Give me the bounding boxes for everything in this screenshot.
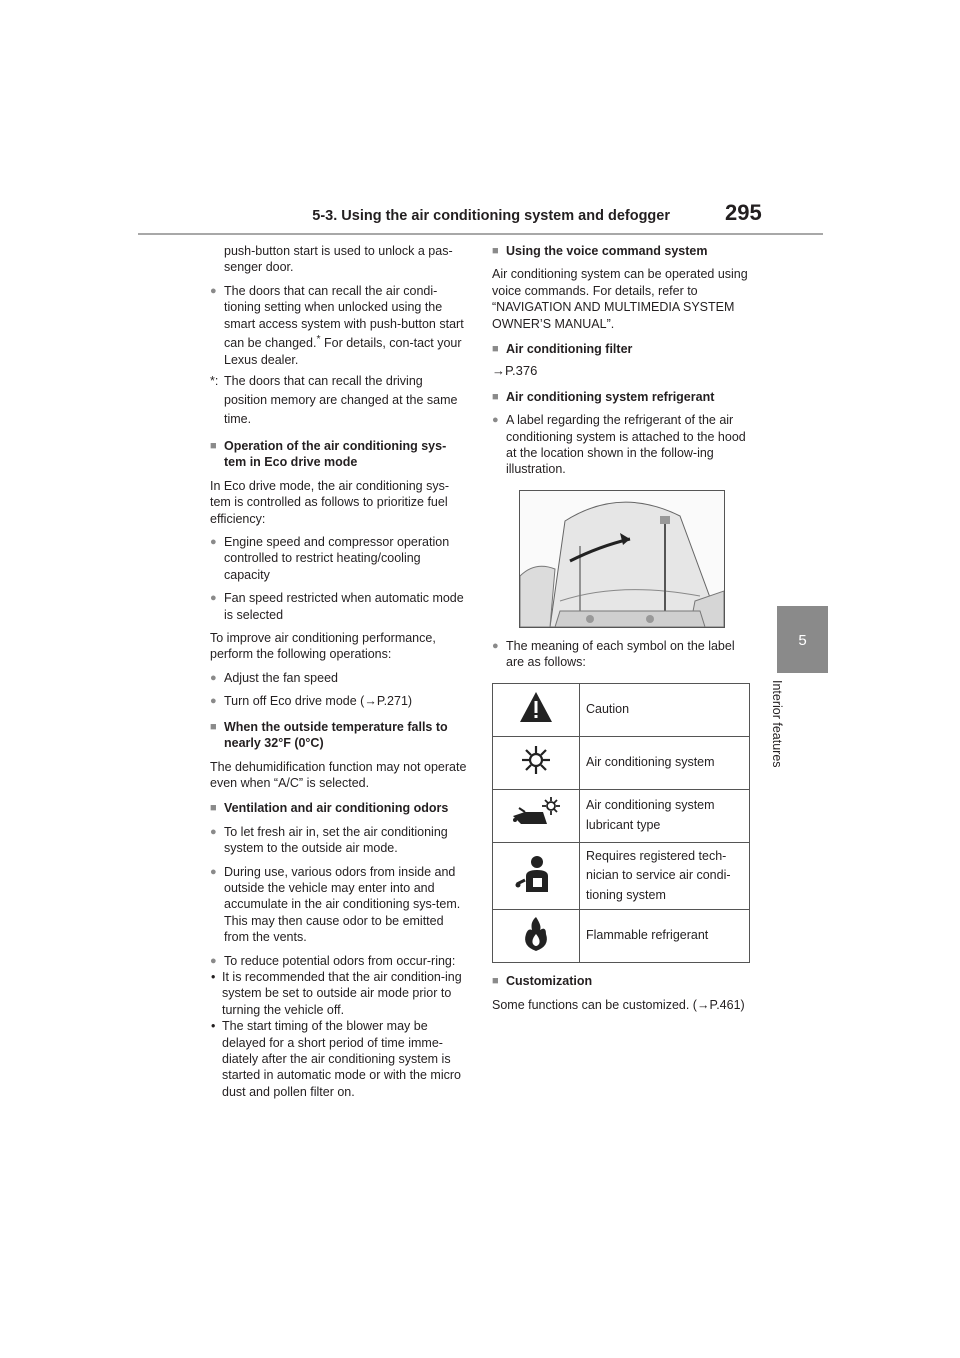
temperature-text: The dehumidification function may not operate even when “A/C” is selected.: [210, 759, 467, 790]
symbol-text: Caution: [580, 683, 750, 736]
symbol-text: Air conditioning system lubricant type: [580, 789, 750, 842]
ventilation-bullet-1: ● To let fresh air in, set the air conditioning system to the outside air mode.: [210, 824, 468, 857]
hood-label-illustration: [519, 490, 725, 628]
left-column: [210, 243, 468, 1100]
symbol-text: Flammable refrigerant: [580, 910, 750, 963]
customization-heading: ■ Customization: [492, 973, 754, 989]
symbol-meaning-bullet: ● The meaning of each symbol on the label are as follows:: [492, 638, 754, 671]
eco-text: In Eco drive mode, the air conditioning sys-tem is controlled as follows to prioritize fuel efficiency:: [210, 478, 450, 526]
refrigerant-heading: ■ Air conditioning system refrigerant: [492, 389, 754, 405]
flame-icon: [493, 910, 580, 963]
filter-reference[interactable]: →P.376: [492, 363, 538, 379]
table-row: [493, 910, 750, 963]
chapter-label-text: Interior features: [770, 680, 784, 768]
ventilation-sub-2: • The start timing of the blower may be delayed for a short period of time imme-diately after the air conditioning system is started in automatic mode or with the micro dust and pollen filter on.: [210, 1018, 468, 1100]
footnote-mark: *:: [210, 374, 219, 388]
improve-bullet-2[interactable]: ● Turn off Eco drive mode (→P.271): [210, 693, 468, 709]
oil-can-icon: [493, 789, 580, 842]
table-row: [493, 789, 750, 842]
chapter-number: 5: [798, 632, 807, 649]
chapter-tab: [777, 606, 828, 673]
snowflake-icon: [493, 736, 580, 789]
symbol-text: Air conditioning system: [580, 736, 750, 789]
improve-text: To improve air conditioning performance, perform the following operations:: [210, 631, 436, 662]
filter-heading: ■ Air conditioning filter: [492, 341, 754, 357]
technician-icon: [493, 842, 580, 910]
right-column: [492, 243, 754, 1013]
voice-text: Air conditioning system can be operated using voice commands. For details, refer to “NAVIGATION AND MULTIMEDIA SYSTEM OWNER’S MANUAL”.: [492, 267, 748, 331]
ventilation-heading: ■ Ventilation and air conditioning odors: [210, 800, 468, 816]
eco-heading: ■ Operation of the air conditioning sys-tem in Eco drive mode: [210, 438, 468, 471]
refrigerant-bullet: ● A label regarding the refrigerant of the air conditioning system is attached to the hood at the location shown in the follow-ing illustration.: [492, 412, 754, 478]
ventilation-bullet-2: ● During use, various odors from inside and outside the vehicle may enter into and accumulate in the air conditioning sys-tem. This may then cause odor to be emitted from the vents.: [210, 864, 468, 946]
caution-icon: [493, 683, 580, 736]
improve-bullet-1: ● Adjust the fan speed: [210, 670, 468, 686]
footnote-text: The doors that can recall the driving position memory are changed at the same time.: [224, 374, 458, 426]
ventilation-bullet-3: ● To reduce potential odors from occur-ring:: [210, 953, 468, 969]
footnote: [210, 372, 468, 429]
table-row: [493, 683, 750, 736]
eco-bullet-2: ● Fan speed restricted when automatic mode is selected: [210, 590, 468, 623]
doors-bullet: ● The doors that can recall the air condi-tioning setting when unlocked using the smart access system with push-button start can be changed.* For details, con-tact your Lexus dealer.: [210, 283, 468, 368]
car-hood-illustration: [520, 491, 724, 627]
table-row: [493, 842, 750, 910]
temperature-heading: ■ When the outside temperature falls to nearly 32°F (0°C): [210, 719, 468, 752]
page-header: [0, 0, 960, 240]
header-rule: [138, 233, 823, 235]
table-row: [493, 736, 750, 789]
continued-text: push-button start is used to unlock a pas-senger door.: [224, 244, 453, 275]
symbol-text: Requires registered tech-nician to service air condi-tioning system: [580, 842, 750, 910]
chapter-label: [770, 680, 790, 800]
asterisk: *: [316, 334, 321, 346]
voice-heading: ■ Using the voice command system: [492, 243, 754, 259]
symbol-table: [492, 683, 750, 964]
ventilation-sub-1: • It is recommended that the air condition-ing system be set to outside air mode prior to turning the vehicle off.: [210, 969, 468, 1018]
page-number: 295: [725, 200, 762, 225]
section-title: 5-3. Using the air conditioning system and defogger: [312, 208, 670, 224]
eco-bullet-1: ● Engine speed and compressor operation controlled to restrict heating/cooling capacity: [210, 534, 468, 583]
customization-text: Some functions can be customized. (→P.461): [492, 997, 745, 1012]
